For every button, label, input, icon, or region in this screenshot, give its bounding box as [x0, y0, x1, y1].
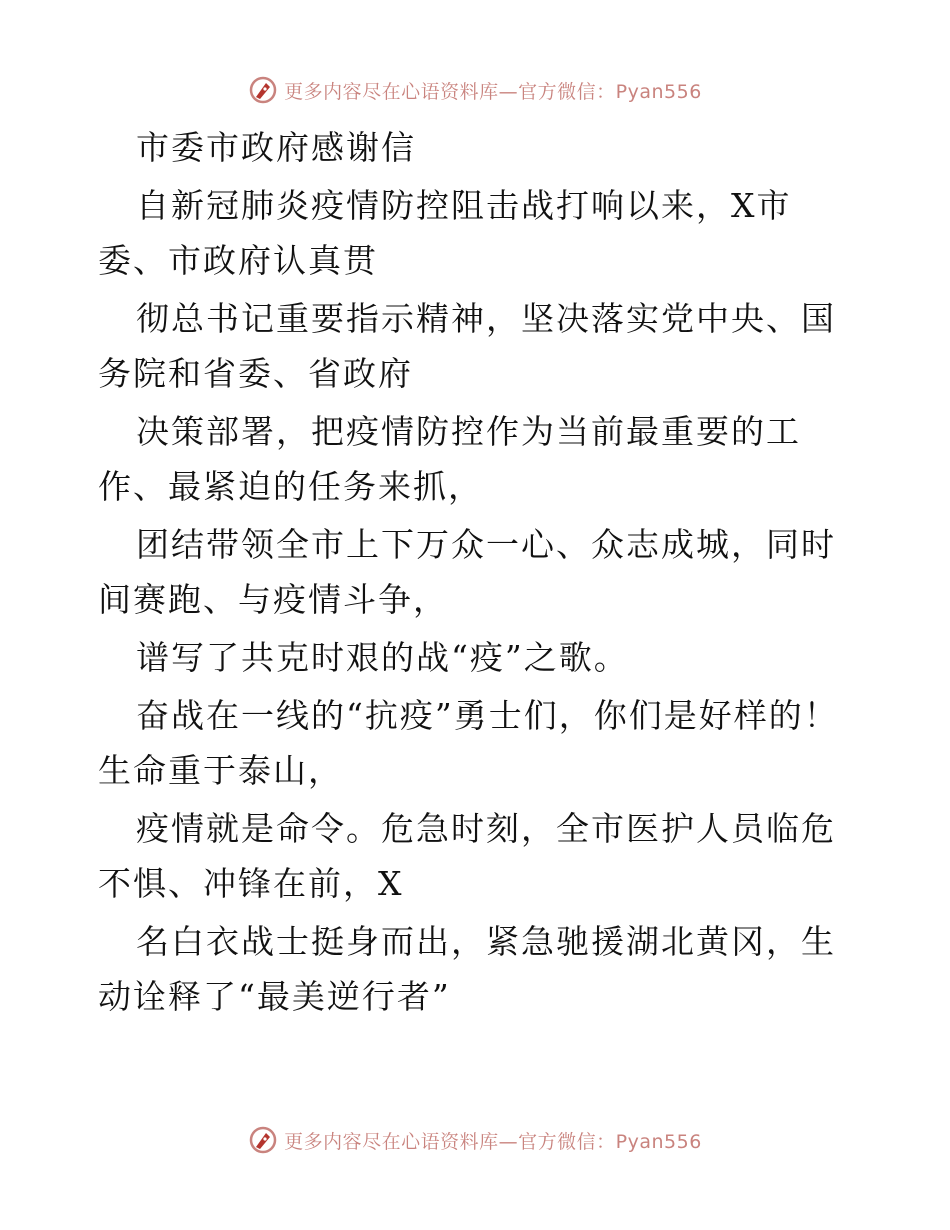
header-banner	[0, 70, 950, 110]
document-body	[98, 120, 858, 1027]
paragraph-3: 决策部署，把疫情防控作为当前最重要的工作、最紧迫的任务来抓，	[98, 412, 801, 506]
pen-nib-circle-icon	[248, 1125, 278, 1155]
paragraph-6: 奋战在一线的“抗疫”勇士们，你们是好样的！生命重于泰山，	[98, 696, 839, 790]
paragraph-2: 彻总书记重要指示精神，坚决落实党中央、国务院和省委、省政府	[98, 299, 836, 393]
document-title: 市委市政府感谢信	[136, 128, 416, 167]
paragraph-1: 自新冠肺炎疫情防控阻击战打响以来，X市委、市政府认真贯	[98, 186, 792, 280]
header-banner-text: 更多内容尽在心语资料库—官方微信：Pyan556	[284, 80, 702, 103]
paragraph-5: 谱写了共克时艰的战“疫”之歌。	[136, 638, 629, 677]
footer-banner-text: 更多内容尽在心语资料库—官方微信：Pyan556	[284, 1130, 702, 1153]
paragraph-4: 团结带领全市上下万众一心、众志成城，同时间赛跑、与疫情斗争，	[98, 525, 836, 619]
paragraph-7: 疫情就是命令。危急时刻，全市医护人员临危不惧、冲锋在前，X	[98, 809, 836, 903]
paragraph-8: 名白衣战士挺身而出，紧急驰援湖北黄冈，生动诠释了“最美逆行者”	[98, 922, 836, 1016]
pen-nib-circle-icon	[248, 75, 278, 105]
footer-banner	[0, 1120, 950, 1160]
